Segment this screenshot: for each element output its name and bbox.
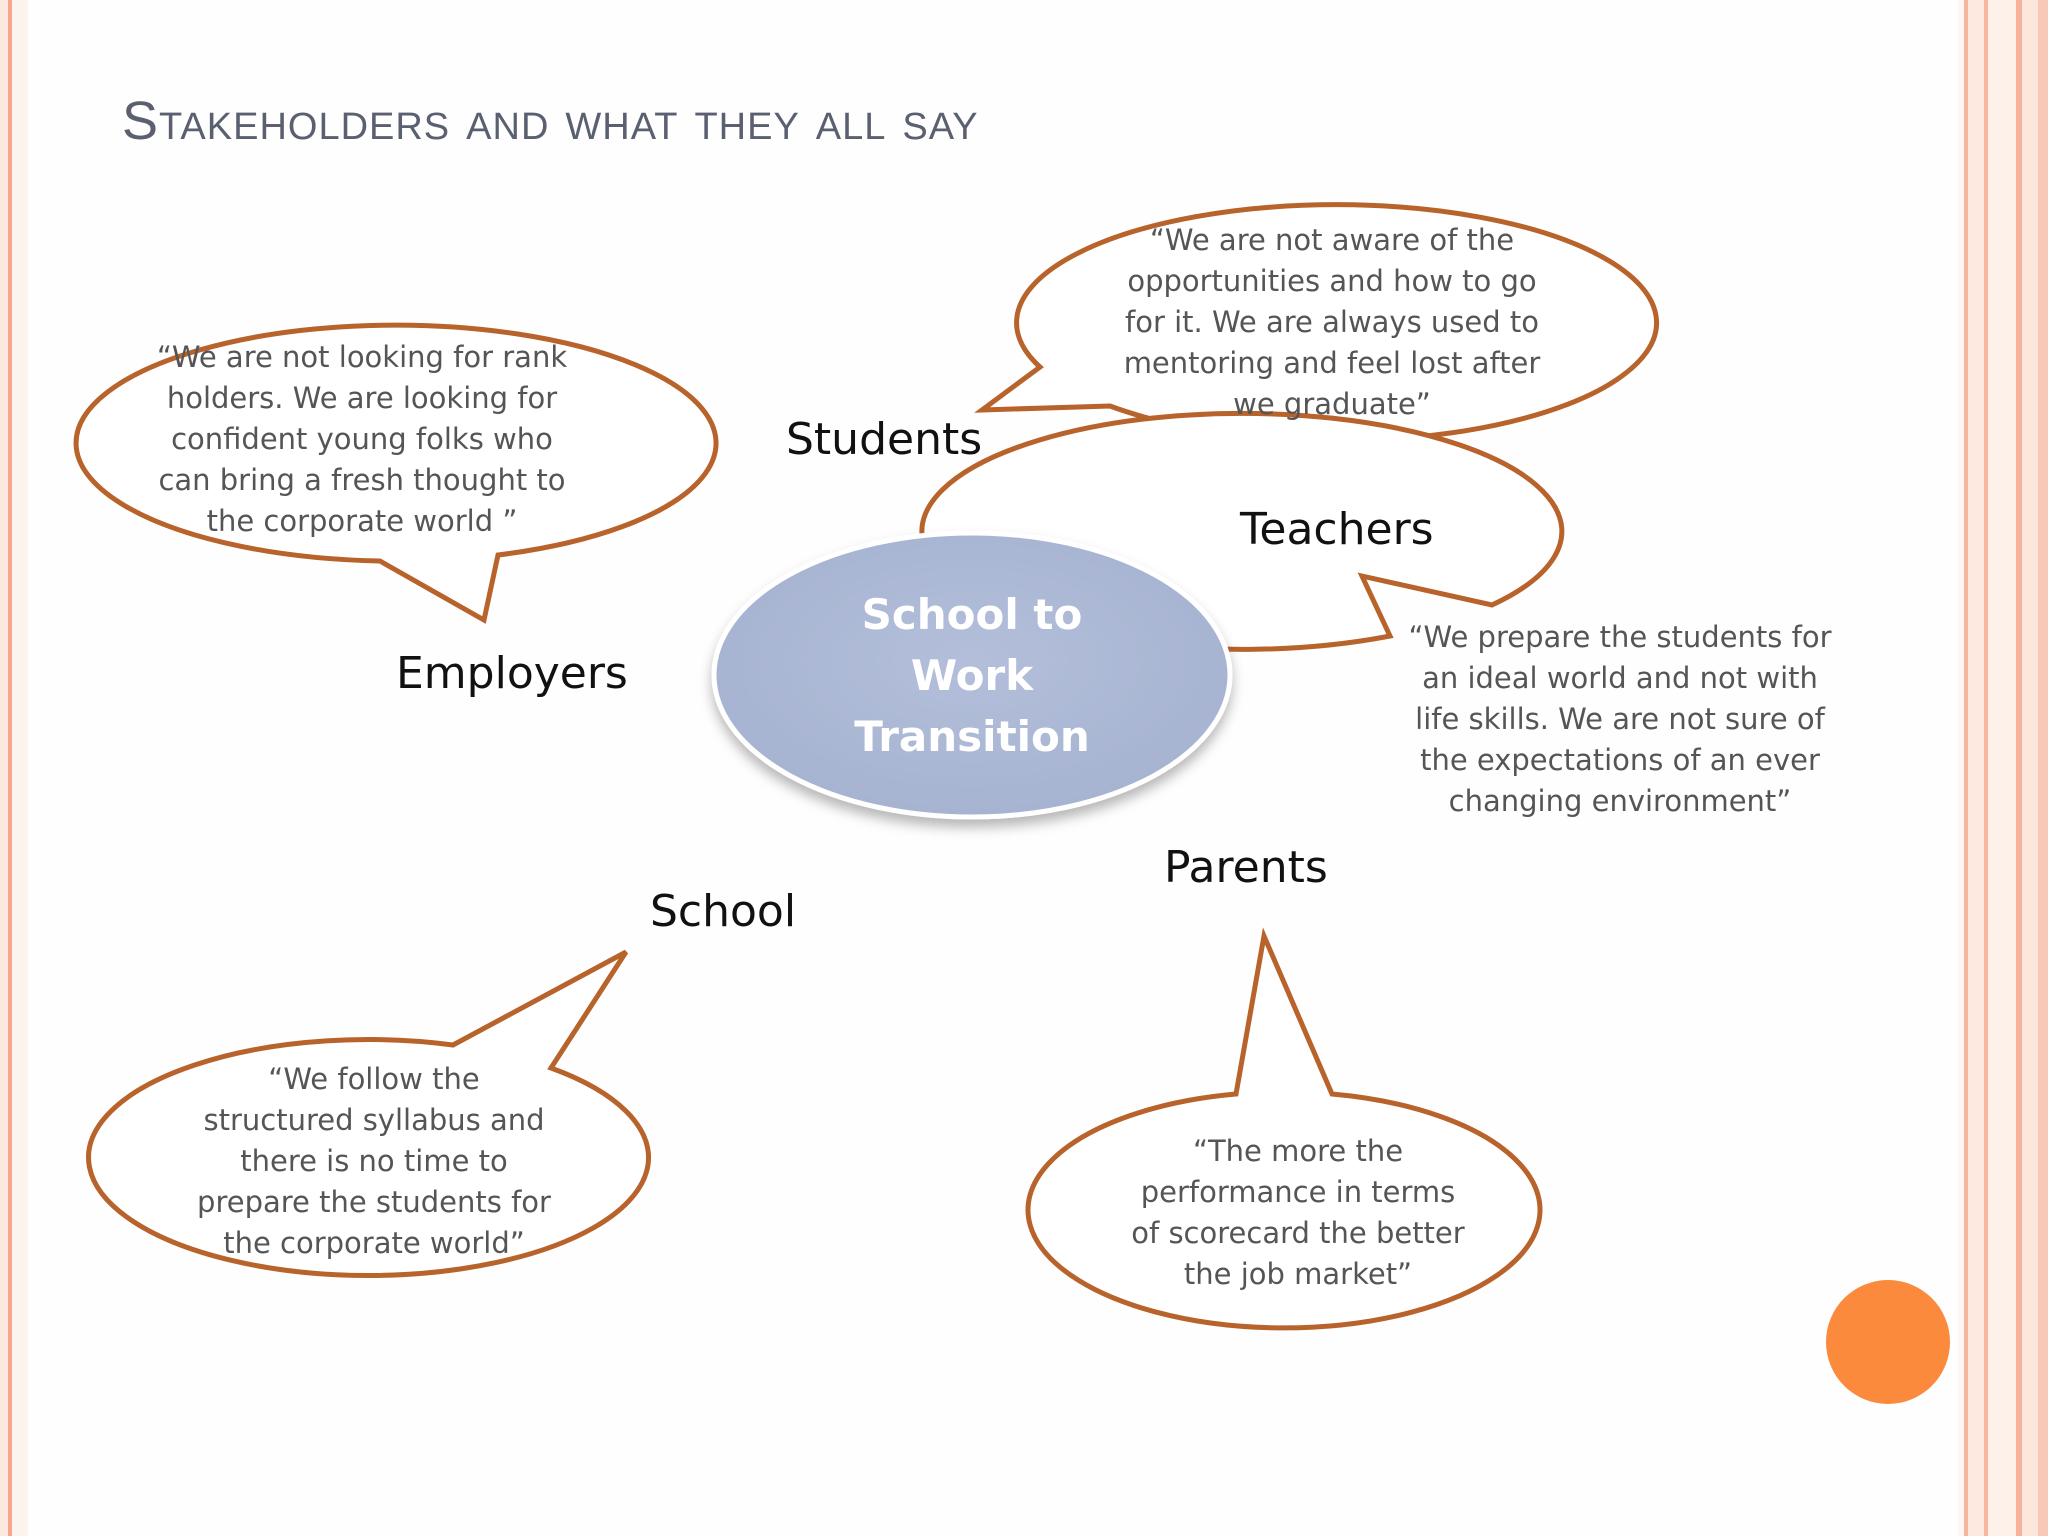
stakeholder-label-parents: Parents [1164,842,1328,893]
center-topic-text: School to Work Transition [854,590,1090,761]
stakeholder-label-school: School [650,886,797,937]
stakeholder-label-employers: Employers [396,648,628,699]
school-quote: “We follow the structured syllabus and there is no time to prepare the students for the corporate world” [197,1062,551,1260]
stakeholder-label-students: Students [786,414,983,465]
students-quote: “We are not aware of the opportunities and how to go for it. We are always used to mentoring and feel lost after we graduate” [1123,223,1541,421]
parents-quote: “The more the performance in terms of scorecard the better the job market” [1131,1134,1465,1291]
stakeholder-label-teachers: Teachers [1240,504,1434,555]
accent-circle [1826,1280,1950,1404]
teachers-quote: “We prepare the students for an ideal world and not with life skills. We are not sure of the expectations of an ever changing environment” [1408,620,1832,818]
employers-quote: “We are not looking for rank holders. We are looking for confident young folks who can bring a fresh thought to the corporate world ” [156,340,568,538]
slide-title: Stakeholders and what they all say [122,91,979,151]
